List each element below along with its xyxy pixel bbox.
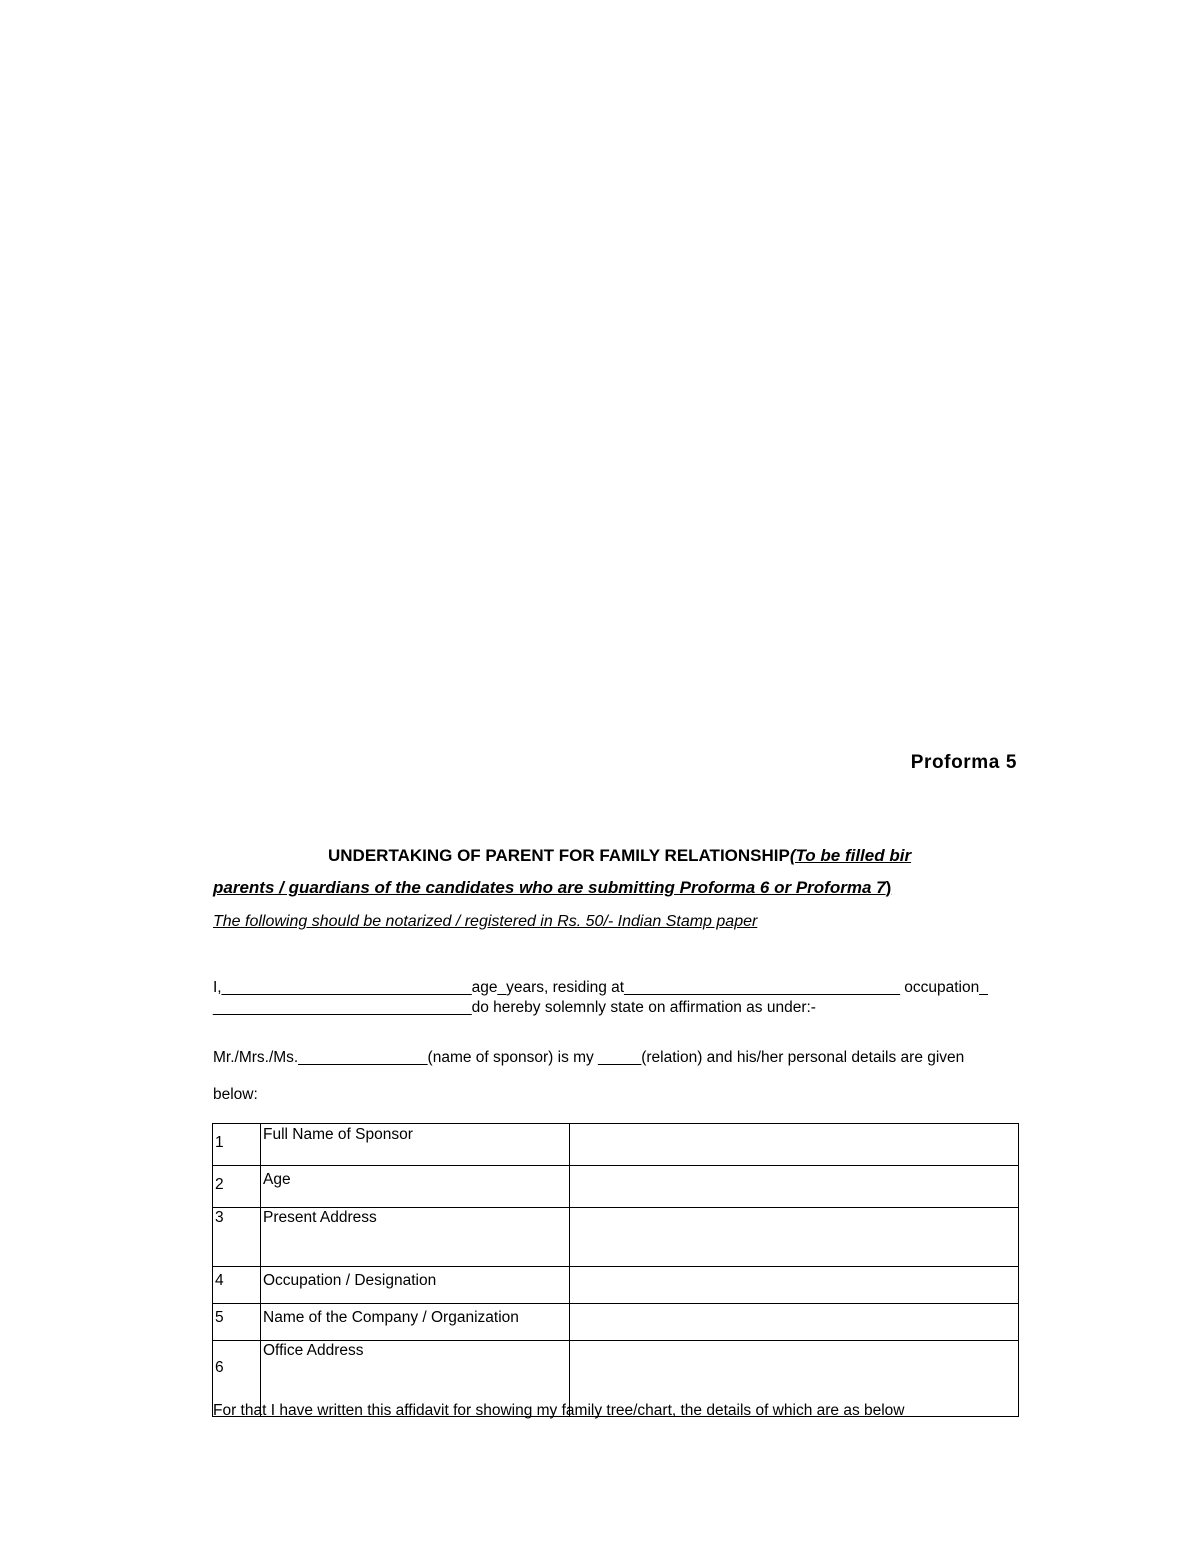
- heading-note-part1: (To be filled bir: [789, 846, 912, 865]
- family-tree-statement: For that I have written this affidavit for showing my family tree/chart, the details of which are as below: [213, 1402, 905, 1419]
- declaration-line-1: I,_____________________________age_years, residing at________________________________ occupation_: [213, 979, 988, 996]
- row-value-cell[interactable]: [570, 1124, 1019, 1166]
- row-number: 5: [213, 1304, 261, 1341]
- table-row: [213, 1304, 1019, 1341]
- notarize-instruction: The following should be notarized / registered in Rs. 50/- Indian Stamp paper: [213, 913, 758, 930]
- heading-title: UNDERTAKING OF PARENT FOR FAMILY RELATIONSHIP: [328, 846, 790, 865]
- heading-close-paren: ): [885, 878, 892, 897]
- row-number: 4: [213, 1267, 261, 1304]
- row-number: 3: [213, 1208, 261, 1267]
- row-number: 2: [213, 1166, 261, 1208]
- row-value-cell[interactable]: [570, 1208, 1019, 1267]
- row-label: Age: [261, 1166, 570, 1208]
- row-number: 6: [213, 1341, 261, 1417]
- row-number: 1: [213, 1124, 261, 1166]
- table-row: [213, 1267, 1019, 1304]
- row-label: Occupation / Designation: [261, 1267, 570, 1304]
- declaration-line-2: ______________________________do hereby solemnly state on affirmation as under:-: [213, 999, 816, 1016]
- table-row: [213, 1166, 1019, 1208]
- proforma-label: Proforma 5: [910, 752, 1017, 773]
- table-row: [213, 1124, 1019, 1166]
- row-label: Present Address: [261, 1208, 570, 1267]
- sponsor-details-table: [212, 1123, 1019, 1417]
- row-label: Full Name of Sponsor: [261, 1124, 570, 1166]
- row-value-cell[interactable]: [570, 1166, 1019, 1208]
- heading-note-part2: parents / guardians of the candidates who are submitting Proforma 6 or Proforma 7: [213, 878, 886, 897]
- row-label: Office Address: [261, 1341, 570, 1417]
- document-heading: [213, 840, 1023, 904]
- declaration-paragraph: [213, 978, 1023, 1018]
- row-value-cell[interactable]: [570, 1304, 1019, 1341]
- sponsor-statement: Mr./Mrs./Ms._______________(name of sponsor) is my _____(relation) and his/her personal details are given: [213, 1049, 965, 1066]
- row-value-cell[interactable]: [570, 1267, 1019, 1304]
- below-text: below:: [213, 1086, 258, 1103]
- table-row: [213, 1208, 1019, 1267]
- row-label: Name of the Company / Organization: [261, 1304, 570, 1341]
